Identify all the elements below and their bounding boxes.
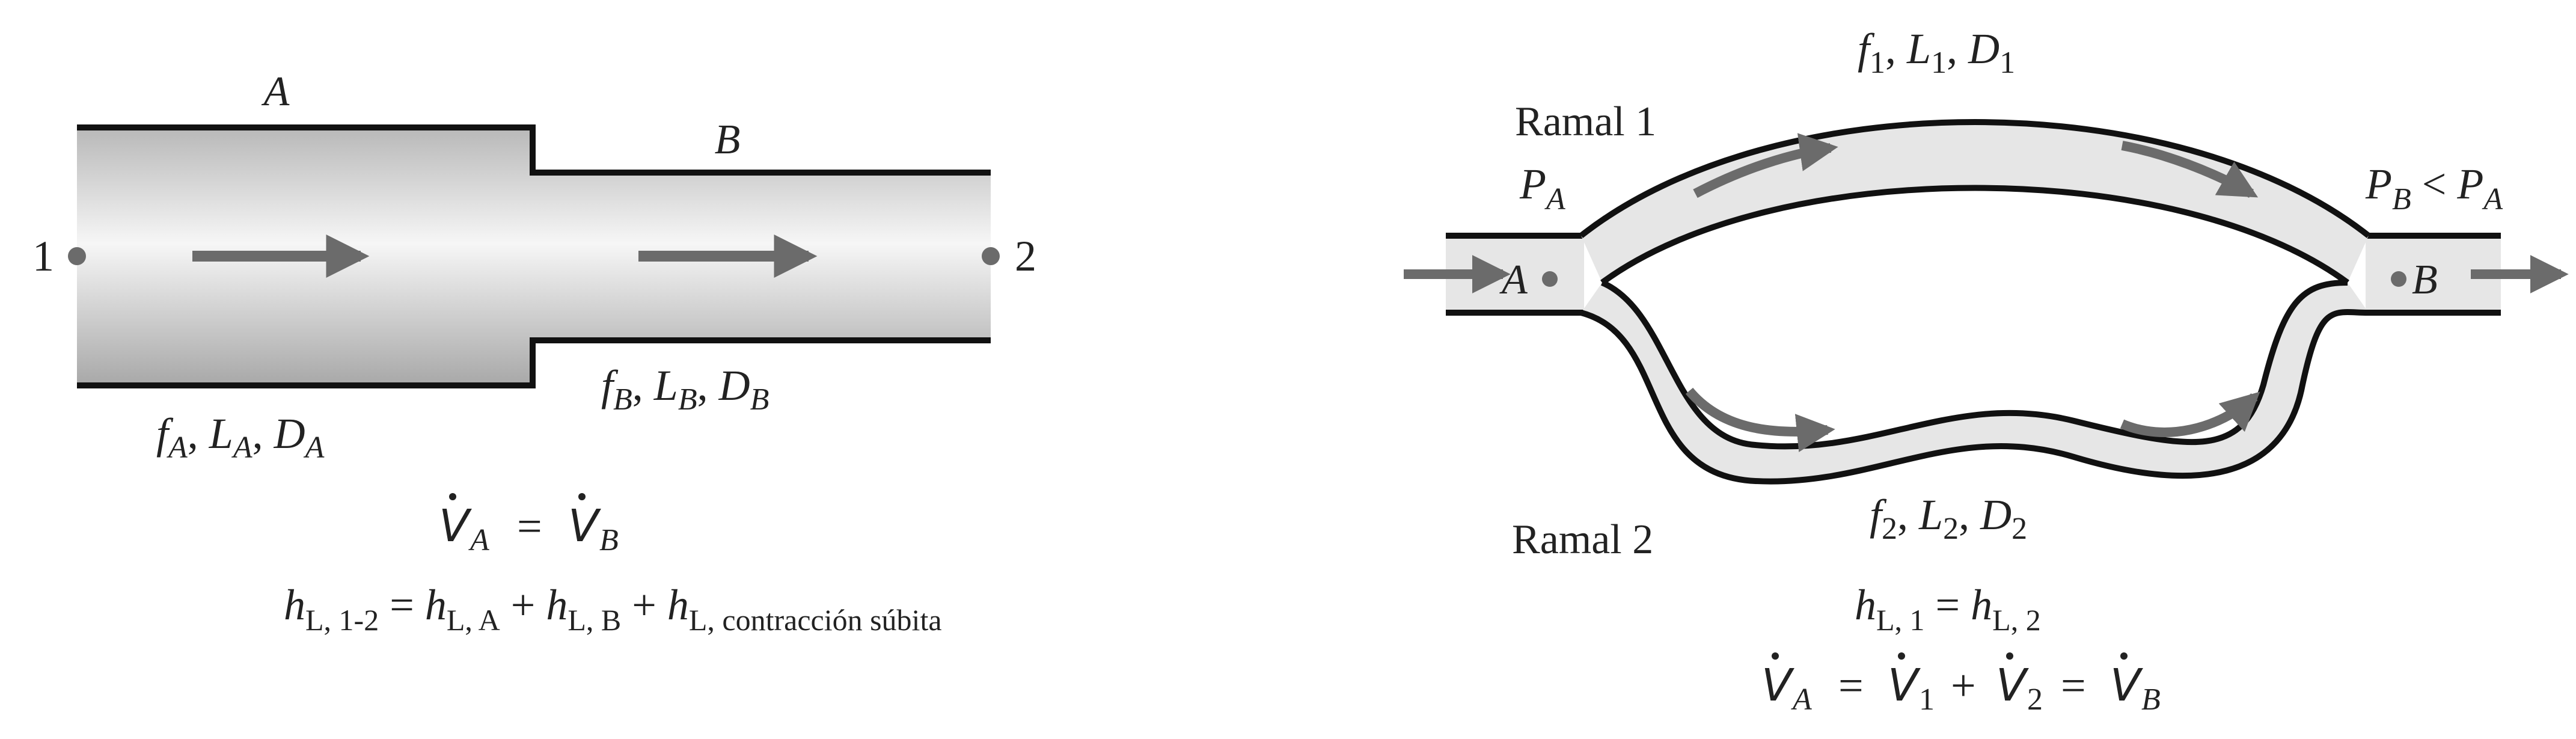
parallel-diagram (1404, 25, 2561, 717)
point-1-label: 1 (32, 232, 54, 280)
pressure-a-label: $P_A$ (1520, 160, 1565, 216)
parallel-headloss-equation: $h_{L, 1} = h_{L, 2}$ (1855, 581, 2041, 637)
parallel-flow-equation (1761, 652, 2161, 717)
series-diagram (32, 69, 1036, 637)
node-b-label: B (2412, 257, 2438, 303)
branch-1-params: $f_1$, $L_1$, $D_1$ (1858, 25, 2016, 80)
branch-1-pipe (1581, 122, 2369, 283)
branch-2-label: Ramal 2 (1512, 517, 1654, 563)
svg-text:V: V (568, 500, 599, 552)
pipe-a-label: A (263, 69, 290, 115)
svg-text:2: 2 (2027, 682, 2043, 717)
node-a-label: A (1502, 257, 1528, 303)
branch-2-pipe (1581, 283, 2369, 482)
point-2-label: 2 (1015, 232, 1036, 280)
svg-text:V: V (1996, 660, 2027, 711)
svg-text:+: + (1951, 661, 1976, 711)
branch-2-params: $f_2$, $L_2$, $D_2$ (1870, 491, 2028, 546)
pipe-a-params: $f_A$, $L_A$, $D_A$ (156, 409, 325, 465)
svg-text:V: V (2110, 660, 2141, 711)
pressure-b-label: $P_B < P_A$ (2366, 160, 2503, 216)
node-a-dot (1542, 271, 1558, 287)
svg-text:=: = (2061, 661, 2086, 711)
svg-text:B: B (2141, 682, 2161, 717)
svg-text:V: V (439, 500, 470, 552)
svg-text:V: V (1761, 660, 1792, 711)
svg-text:B: B (599, 523, 619, 557)
svg-text:A: A (470, 523, 489, 557)
branch-1-label: Ramal 1 (1515, 99, 1657, 145)
branch-2-arrow-right (2122, 397, 2254, 432)
svg-text:=: = (517, 502, 542, 551)
svg-text:V: V (1888, 660, 1918, 711)
pipe-b-params: $f_B$, $L_B$, $D_B$ (601, 361, 769, 417)
point-1-dot (68, 247, 86, 265)
pipe-b-label: B (714, 117, 741, 163)
svg-text:A: A (1793, 682, 1812, 717)
svg-text:1: 1 (1919, 682, 1935, 717)
series-headloss-equation: $h_{L, 1-2} = h_{L, A} + h_{L, B} + h_{L, contracción súbita}$ (284, 581, 942, 637)
svg-text:=: = (1838, 661, 1864, 711)
series-flow-equation (439, 493, 619, 557)
node-b-dot (2391, 271, 2406, 287)
point-2-dot (982, 247, 1000, 265)
